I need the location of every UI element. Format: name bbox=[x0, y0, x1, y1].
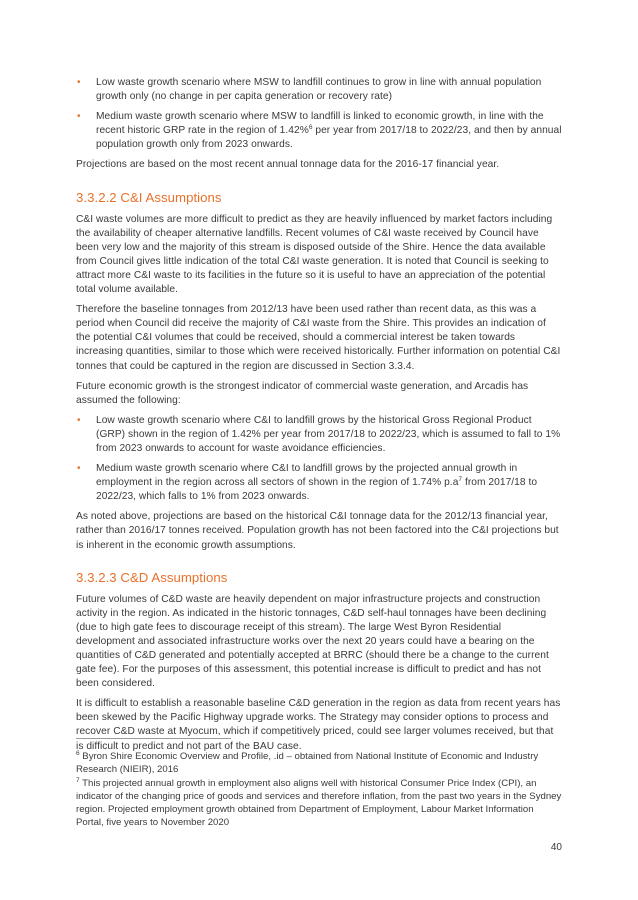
bullet-icon: • bbox=[77, 414, 81, 426]
footnote-divider bbox=[76, 738, 231, 739]
bullet-text: Low waste growth scenario where C&I to landfill grows by the historical Gross Regional Product (GRP) shown in the region of 1.42% per year from 2017/18 to 2022/23, which is assumed to fall to 1% from 2023 onwards to account for waste avoidance efficiencies. bbox=[96, 414, 561, 454]
footnotes bbox=[76, 750, 562, 830]
footnote-number: 7 bbox=[76, 777, 80, 784]
footnote-text: This projected annual growth in employment also aligns well with historical Consumer Price Index (CPI), an indicator of the changing price of goods and services and therefore inflation, from the past two years in the Sydney region. Projected employment growth obtained from Department of Employment, Labour Market Information Portal, five years to November 2020 bbox=[76, 778, 562, 828]
bullet-text-after: from 2017/18 to 2022/23, which falls to 1% from 2023 onwards. bbox=[96, 477, 538, 503]
bullet-icon: • bbox=[77, 463, 81, 475]
list-item bbox=[76, 110, 562, 152]
ci-paragraph-1: C&I waste volumes are more difficult to predict as they are heavily influenced by market factors including the availability of cheaper alternative landfills. Recent volumes of C&I waste received by Council have been very low and the majority of this stream is disposed outside of the Shire. Hence the data available from Council gives little indication of the total C&I waste generation. It is noted that Council is seeking to attract more C&I waste to its facilities in the future so it is useful to have an appreciation of the potential total volume available. bbox=[76, 213, 553, 296]
cd-assumptions-heading: 3.3.2.3 C&D Assumptions bbox=[76, 569, 228, 585]
footnote-text: Byron Shire Economic Overview and Profile, .id – obtained from National Institute of Economic and Industry Research (NIEIR), 2016 bbox=[76, 751, 539, 775]
page-number: 40 bbox=[550, 842, 562, 853]
list-item bbox=[76, 414, 562, 456]
ci-assumptions-heading: 3.3.2.2 C&I Assumptions bbox=[76, 189, 222, 205]
cd-paragraph-1: Future volumes of C&D waste are heavily dependent on major infrastructure projects and construction activity in the region. As indicated in the historic tonnages, C&D self-haul tonnages have been declining (due to high gate fees to discourage receipt of this stream). The large West Byron Residential development and associated infrastructure works over the next 20 years could have a bearing on the quantities of C&D generated and potentially accepted at BRRC (should there be a change to the current gate fee). For the purposes of this assessment, this potential increase is difficult to predict and has not been considered. bbox=[76, 593, 549, 690]
footnote-number: 6 bbox=[76, 750, 80, 757]
ci-paragraph-2: Therefore the baseline tonnages from 2012/13 have been used rather than recent data, as this was a period when Council did receive the majority of C&I waste from the Shire. This provides an indication of the potential C&I volumes that could be received, should a commercial interest be taken towards increasing quantities, similar to those which were received historically. Further information on potential C&I tonnes that could be captured in the region are discussed in Section 3.3.4. bbox=[76, 304, 561, 372]
list-item bbox=[76, 462, 562, 504]
bullet-icon: • bbox=[77, 111, 81, 123]
ci-scenario-list bbox=[76, 414, 562, 505]
projections-paragraph: Projections are based on the most recent annual tonnage data for the 2016-17 financial year. bbox=[76, 159, 500, 171]
page-content bbox=[76, 76, 562, 760]
bullet-text: Low waste growth scenario where MSW to landfill continues to grow in line with annual population growth only (no change in per capita generation or recovery rate) bbox=[96, 77, 542, 103]
ci-paragraph-3: Future economic growth is the strongest indicator of commercial waste generation, and Arcadis has assumed the following: bbox=[76, 380, 529, 406]
cd-paragraph-2: It is difficult to establish a reasonable baseline C&D generation in the region as data from recent years has been skewed by the Pacific Highway upgrade works. The Strategy may consider options to process and recover C&D waste at Myocum, which if competitively priced, could see larger volumes received, but that is difficult to predict and not part of the BAU case. bbox=[76, 698, 561, 752]
ci-closing-paragraph: As noted above, projections are based on the historical C&I tonnage data for the 2012/13 financial year, rather than 2016/17 tonnes received. Population growth has not been factored into the C&I projections but is inherent in the economic growth assumptions. bbox=[76, 511, 559, 551]
list-item bbox=[76, 76, 562, 104]
bullet-text-after: per year from 2017/18 to 2022/23, and then by annual population growth only from 2023 onwards. bbox=[96, 125, 562, 151]
bullet-text-before: Medium waste growth scenario where C&I to landfill grows by the projected annual growth in employment in the region across all sectors of shown in the region of 1.74% p.a bbox=[96, 463, 518, 489]
footnote-ref-7[interactable]: 7 bbox=[458, 476, 463, 484]
bullet-text-before: Medium waste growth scenario where MSW to landfill is linked to economic growth, in line with the recent historic GRP rate in the region of 1.42% bbox=[96, 111, 544, 137]
footnote-6 bbox=[76, 750, 562, 776]
bullet-icon: • bbox=[77, 77, 81, 88]
footnote-ref-6[interactable]: 6 bbox=[308, 124, 313, 132]
msw-scenario-list bbox=[76, 76, 562, 152]
footnote-7 bbox=[76, 777, 562, 829]
